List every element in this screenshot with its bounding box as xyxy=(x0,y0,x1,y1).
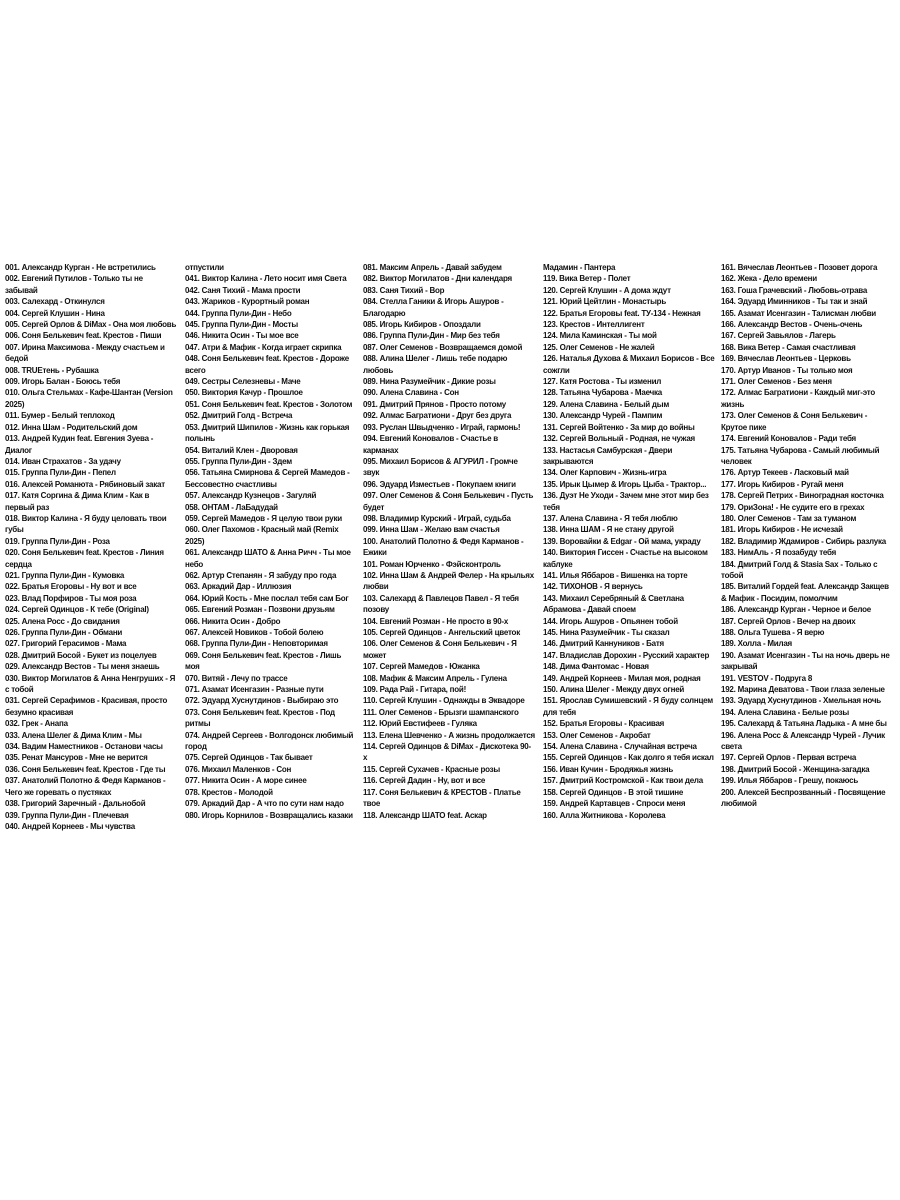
track-entry: 135. Ирык Цымер & Игорь Цыба - Трактор... xyxy=(543,478,707,489)
track-entry: 151. Ярослав Сумишевский - Я буду солнцем для тебя xyxy=(543,695,713,717)
track-entry: 181. Игорь Кибиров - Не исчезай xyxy=(721,524,843,535)
track-entry: 098. Владимир Курский - Играй, судьба xyxy=(363,512,511,523)
track-entry: 087. Олег Семенов - Возвращаемся домой xyxy=(363,341,523,352)
track-entry: 005. Сергей Орлов & DiMax - Она моя любовь xyxy=(5,319,177,330)
tracklist-column-4 xyxy=(543,262,715,934)
track-entry: 021. Группа Пули-Дин - Кумовка xyxy=(5,569,125,580)
track-entry: 057. Александр Кузнецов - Загуляй xyxy=(185,490,317,501)
track-entry: 179. ОриЗона! - Не судите его в грехах xyxy=(721,501,865,512)
track-entry: 097. Олег Семенов & Соня Белькевич - Пусть будет xyxy=(363,490,534,512)
track-entry: 001. Александр Курган - Не встретились xyxy=(5,262,156,272)
track-entry: 017. Катя Соргина & Дима Клим - Как в первый раз xyxy=(5,490,150,512)
track-entry: 187. Сергей Орлов - Вечер на двоих xyxy=(721,615,856,626)
track-entry: 141. Илья Яббаров - Вишенка на торте xyxy=(543,569,688,580)
track-entry: 107. Сергей Мамедов - Южанка xyxy=(363,661,480,672)
track-entry: 193. Эдуард Хуснутдинов - Хмельная ночь xyxy=(721,695,881,706)
track-entry: 169. Вячеслав Леонтьев - Церковь xyxy=(721,353,851,364)
track-entry: 031. Сергей Серафимов - Красивая, просто безумно красивая xyxy=(5,695,168,717)
track-entry: 138. Инна ШАМ - Я не стану другой xyxy=(543,524,674,535)
track-entry: 189. Холла - Милая xyxy=(721,638,792,649)
track-entry: 074. Андрей Сергеев - Волгодонск любимый город xyxy=(185,729,354,752)
track-entry: 095. Михаил Борисов & АГУРИЛ - Громче звук xyxy=(363,455,518,478)
track-entry: 160. Алла Житникова - Королева xyxy=(543,809,666,820)
track-entry: 043. Жариков - Курортный роман xyxy=(185,296,310,307)
track-entry: 045. Группа Пули-Дин - Мосты xyxy=(185,319,298,330)
track-entry: 029. Александр Вестов - Ты меня знаешь xyxy=(5,661,160,672)
track-entry: 062. Артур Степанян - Я забуду про года xyxy=(185,569,337,580)
track-entry: 171. Олег Семенов - Без меня xyxy=(721,376,832,387)
track-entry: 060. Олег Пахомов - Красный май (Remix 2025) xyxy=(185,524,339,546)
track-entry: 040. Андрей Корнеев - Мы чувства xyxy=(5,820,135,831)
track-entry: 122. Братья Егоровы feat. ТУ-134 - Нежная xyxy=(543,307,701,318)
track-entry: 113. Елена Шевченко - А жизнь продолжается xyxy=(363,729,535,740)
track-entry: 139. Воровайки & Edgar - Ой мама, украду xyxy=(543,535,701,546)
track-entry: 081. Максим Апрель - Давай забудем xyxy=(363,262,502,272)
track-entry: 023. Влад Порфиров - Ты моя роза xyxy=(5,592,137,603)
track-entry: 199. Илья Яббаров - Грешу, покаюсь xyxy=(721,775,859,786)
track-entry: 012. Инна Шам - Родительский дом xyxy=(5,421,138,432)
track-entry: 182. Владимир Ждамиров - Сибирь разлука xyxy=(721,535,886,546)
track-entry: 196. Алена Росс & Александр Чурей - Лучик света xyxy=(721,729,885,752)
track-entry: 064. Юрий Кость - Мне послал тебя сам Бог xyxy=(185,592,349,603)
track-entry: 086. Группа Пули-Дин - Мир без тебя xyxy=(363,330,500,341)
track-entry: 185. Виталий Гордей feat. Александр Закщев & Мафик - Посидим, помолчим xyxy=(721,581,889,603)
track-entry: 163. Гоша Грачевский - Любовь-отрава xyxy=(721,284,868,295)
track-entry: 047. Атри & Мафик - Когда играет скрипка xyxy=(185,341,342,352)
tracklist-column-5 xyxy=(721,262,893,934)
track-entry: 100. Анатолий Полотно & Федя Карманов - Ежики xyxy=(363,535,524,558)
track-entry: 050. Виктория Качур - Прошлое xyxy=(185,387,303,398)
track-entry: 130. Александр Чурей - Пампим xyxy=(543,410,663,421)
track-entry: 084. Стелла Ганики & Игорь Ашуров - Благодарю xyxy=(363,296,504,318)
track-entry: 161. Вячеслав Леонтьев - Позовет дорога xyxy=(721,262,878,272)
track-entry: 117. Соня Белькевич & КРЕСТОВ - Платье твое xyxy=(363,786,521,809)
track-entry: 094. Евгений Коновалов - Счастье в карманах xyxy=(363,433,498,455)
track-entry: 013. Андрей Кудин feat. Евгения Зуева - Диалог xyxy=(5,433,154,455)
track-entry: 011. Бумер - Белый теплоход xyxy=(5,410,115,421)
track-entry: 172. Алмас Багратиони - Каждый миг-это жизнь xyxy=(721,387,876,409)
track-entry: 159. Андрей Картавцев - Спроси меня xyxy=(543,798,686,809)
track-entry: 132. Сергей Вольный - Родная, не чужая xyxy=(543,433,695,444)
track-entry: 006. Соня Белькевич feat. Крестов - Пиши xyxy=(5,330,162,341)
track-entry: 167. Сергей Завьялов - Лагерь xyxy=(721,330,836,341)
track-entry: 034. Вадим Наместников - Останови часы xyxy=(5,741,163,752)
track-entry: Мадамин - Пантера xyxy=(543,262,616,272)
track-entry: 072. Эдуард Хуснутдинов - Выбираю это xyxy=(185,695,339,706)
track-entry: 082. Виктор Могилатов - Дни календаря xyxy=(363,273,512,284)
tracklist-column-3 xyxy=(363,262,535,934)
track-entry: 007. Ирина Максимова - Между счастьем и бедой xyxy=(5,341,165,364)
track-entry: 063. Аркадий Дар - Иллюзия xyxy=(185,581,292,592)
track-entry: 049. Сестры Селезневы - Маче xyxy=(185,376,301,387)
track-entry: 030. Виктор Могилатов & Анна Ненгруших - Я с тобой xyxy=(5,672,176,695)
track-entry: 175. Татьяна Чубарова - Самый любимый человек xyxy=(721,444,880,466)
track-entry: 008. TRUEтень - Рубашка xyxy=(5,364,99,375)
track-entry: 059. Сергей Мамедов - Я целую твои руки xyxy=(185,512,342,523)
track-entry: 115. Сергей Сухачев - Красные розы xyxy=(363,763,500,774)
track-entry: 076. Михаил Маленков - Сон xyxy=(185,763,292,774)
track-entry: 164. Эдуард Иминников - Ты так и знай xyxy=(721,296,868,307)
track-entry: 173. Олег Семенов & Соня Белькевич - Крутое пике xyxy=(721,410,868,432)
track-entry: 190. Азамат Исенгазин - Ты на ночь дверь не закрывай xyxy=(721,649,890,672)
track-entry: 112. Юрий Евстифеев - Гуляка xyxy=(363,718,477,729)
track-entry: 111. Олег Семенов - Брызги шампанского xyxy=(363,706,519,717)
track-entry: 046. Никита Осин - Ты мое все xyxy=(185,330,299,341)
track-entry: 065. Евгений Розман - Позвони друзьям xyxy=(185,604,335,615)
track-entry: 191. VESTOV - Подруга 8 xyxy=(721,672,813,683)
track-entry: 056. Татьяна Смирнова & Сергей Мамедов - Бессовестно счастливы xyxy=(185,467,350,489)
track-entry: 058. ОНТАМ - ЛаБадудай xyxy=(185,501,278,512)
track-entry: 128. Татьяна Чубарова - Маечка xyxy=(543,387,663,398)
track-entry: 026. Группа Пули-Дин - Обмани xyxy=(5,627,123,637)
track-entry: 044. Группа Пули-Дин - Небо xyxy=(185,307,292,318)
track-entry: 108. Мафик & Максим Апрель - Гулена xyxy=(363,672,507,683)
track-entry: 186. Александр Курган - Черное и белое xyxy=(721,604,871,615)
track-entry: 114. Сергей Одинцов & DiMax - Дискотека 90-х xyxy=(363,741,531,763)
track-entry: 022. Братья Егоровы - Ну вот и все xyxy=(5,581,137,592)
track-entry: 143. Михаил Серебряный & Светлана Абрамова - Давай споем xyxy=(543,592,684,615)
track-entry: 054. Виталий Клен - Дворовая xyxy=(185,444,298,455)
track-entry: 166. Александр Вестов - Очень-очень xyxy=(721,319,863,330)
track-entry: 119. Вика Ветер - Полет xyxy=(543,273,631,284)
track-entry: 126. Наталья Духова & Михаил Борисов - Все сожгли xyxy=(543,353,715,375)
track-entry: 033. Алена Шелег & Дима Клим - Мы xyxy=(5,729,142,740)
track-entry: 129. Алена Славина - Белый дым xyxy=(543,398,670,409)
track-entry: 071. Азамат Исенгазин - Разные пути xyxy=(185,684,324,695)
track-entry: 052. Дмитрий Голд - Встреча xyxy=(185,410,293,421)
track-entry: 053. Дмитрий Шипилов - Жизнь как горькая полынь xyxy=(185,421,350,444)
track-entry: 092. Алмас Багратиони - Друг без друга xyxy=(363,410,512,421)
track-entry: 168. Вика Ветер - Самая счастливая xyxy=(721,341,856,352)
track-entry: 004. Сергей Клушин - Нина xyxy=(5,307,105,318)
tracklist-sheet xyxy=(5,262,898,934)
track-entry: 192. Марина Деватова - Твои глаза зеленые xyxy=(721,684,885,695)
track-entry: 156. Иван Кучин - Бродяжья жизнь xyxy=(543,763,674,774)
track-entry: 055. Группа Пули-Дин - Здем xyxy=(185,455,292,466)
track-entry: 109. Рада Рай - Гитара, пой! xyxy=(363,684,467,695)
track-entry: 010. Ольга Стельмах - Кафе-Шантан (Version 2025) xyxy=(5,387,173,409)
track-entry: 068. Группа Пули-Дин - Неповторимая xyxy=(185,638,328,649)
track-entry: 144. Игорь Ашуров - Опьянен тобой xyxy=(543,615,678,626)
track-entry: 090. Алена Славина - Сон xyxy=(363,387,459,398)
track-entry: 003. Салехард - Откинулся xyxy=(5,296,105,307)
track-entry: 032. Грек - Анапа xyxy=(5,718,68,729)
track-entry: 142. ТИХОНОВ - Я вернусь xyxy=(543,581,643,592)
track-entry: 103. Салехард & Павлецов Павел - Я тебя позову xyxy=(363,592,519,615)
track-entry: 096. Эдуард Изместьев - Покупаем книги xyxy=(363,478,516,489)
track-entry: 061. Александр ШАТО & Анна Ричч - Ты мое небо xyxy=(185,547,351,569)
track-entry: 015. Группа Пули-Дин - Пепел xyxy=(5,467,116,478)
track-entry: 165. Азамат Исенгазин - Талисман любви xyxy=(721,307,876,318)
track-entry: 118. Александр ШАТО feat. Аскар xyxy=(363,809,487,820)
track-entry: 188. Ольга Тушева - Я верю xyxy=(721,627,825,637)
track-entry: 155. Сергей Одинцов - Как долго я тебя искал xyxy=(543,752,714,763)
track-entry: 014. Иван Страхатов - За удачу xyxy=(5,455,121,466)
track-entry: 195. Салехард & Татьяна Ладыка - А мне бы xyxy=(721,718,887,729)
track-entry: 027. Григорий Герасимов - Мама xyxy=(5,638,127,649)
track-entry: 035. Ренат Мансуров - Мне не верится xyxy=(5,752,148,763)
track-entry: 136. Дуэт Не Уходи - Зачем мне этот мир без тебя xyxy=(543,490,709,512)
track-entry: 194. Алена Славина - Белые розы xyxy=(721,706,849,717)
track-entry: 088. Алина Шелег - Лишь тебе подарю любовь xyxy=(363,353,508,375)
track-entry: 184. Дмитрий Голд & Stasia Sax - Только с тобой xyxy=(721,558,878,580)
track-entry: 127. Катя Ростова - Ты изменил xyxy=(543,376,662,387)
track-entry: 124. Мила Каминская - Ты мой xyxy=(543,330,657,341)
track-entry: 147. Владислав Дорохин - Русский характер xyxy=(543,649,710,660)
track-entry: 131. Сергей Войтенко - За мир до войны xyxy=(543,421,695,432)
track-entry: отпустили xyxy=(185,262,224,272)
track-entry: 080. Игорь Корнилов - Возвращались казаки xyxy=(185,809,353,820)
track-entry: 137. Алена Славина - Я тебя люблю xyxy=(543,512,678,523)
track-entry: 078. Крестов - Молодой xyxy=(185,786,273,797)
track-entry: 110. Сергей Клушин - Однажды в Эквадоре xyxy=(363,695,525,706)
track-entry: 041. Виктор Калина - Лето носит имя Света xyxy=(185,273,347,284)
track-entry: 083. Саня Тихий - Вор xyxy=(363,284,445,295)
track-entry: 016. Алексей Романюта - Рябиновый закат xyxy=(5,478,165,489)
tracklist-column-1 xyxy=(5,262,177,934)
track-entry: 069. Соня Белькевич feat. Крестов - Лишь моя xyxy=(185,649,342,672)
track-entry: 149. Андрей Корнеев - Милая моя, родная xyxy=(543,672,701,683)
track-entry: 002. Евгений Путилов - Только ты не забывай xyxy=(5,273,143,295)
track-entry: 178. Сергей Петрих - Виноградная косточка xyxy=(721,490,884,501)
track-entry: 157. Дмитрий Костромской - Как твои дела xyxy=(543,775,703,786)
track-entry: 146. Дмитрий Каннуников - Батя xyxy=(543,638,664,649)
track-entry: 125. Олег Семенов - Не жалей xyxy=(543,341,655,352)
track-entry: 038. Григорий Заречный - Дальнобой xyxy=(5,798,146,809)
track-entry: 073. Соня Белькевич feat. Крестов - Под ритмы xyxy=(185,706,335,729)
track-entry: 177. Игорь Кибиров - Ругай меня xyxy=(721,478,844,489)
track-entry: 099. Инна Шам - Желаю вам счастья xyxy=(363,524,500,535)
track-entry: 176. Артур Текеев - Ласковый май xyxy=(721,467,849,478)
track-entry: 091. Дмитрий Прянов - Просто потому xyxy=(363,398,507,409)
track-entry: 077. Никита Осин - А море синее xyxy=(185,775,307,786)
track-entry: 150. Алина Шелег - Между двух огней xyxy=(543,684,685,695)
track-entry: 024. Сергей Одинцов - К тебе (Original) xyxy=(5,604,149,615)
track-entry: 089. Нина Разумейчик - Дикие розы xyxy=(363,376,496,387)
track-entry: 075. Сергей Одинцов - Так бывает xyxy=(185,752,313,763)
track-entry: 051. Соня Белькевич feat. Крестов - Золотом xyxy=(185,398,353,409)
track-entry: 134. Олег Карпович - Жизнь-игра xyxy=(543,467,667,478)
track-entry: 102. Инна Шам & Андрей Фелер - На крыльях любви xyxy=(363,569,534,592)
track-entry: 025. Алена Росс - До свидания xyxy=(5,615,120,626)
track-entry: 048. Соня Белькевич feat. Крестов - Дороже всего xyxy=(185,353,349,375)
track-entry: 174. Евгений Коновалов - Ради тебя xyxy=(721,433,856,444)
track-entry: 019. Группа Пули-Дин - Роза xyxy=(5,535,110,546)
track-entry: 093. Руслан Швыдченко - Играй, гармонь! xyxy=(363,421,521,432)
track-entry: 039. Группа Пули-Дин - Плечевая xyxy=(5,809,129,820)
track-entry: 198. Дмитрий Босой - Женщина-загадка xyxy=(721,763,870,774)
track-entry: 009. Игорь Балан - Боюсь тебя xyxy=(5,376,121,387)
track-entry: 067. Алексей Новиков - Тобой болею xyxy=(185,627,324,637)
track-entry: 140. Виктория Гиссен - Счастье на высоком каблуке xyxy=(543,547,708,569)
track-entry: 028. Дмитрий Босой - Букет из поцелуев xyxy=(5,649,157,660)
track-entry: 106. Олег Семенов & Соня Белькевич - Я может xyxy=(363,638,517,660)
track-entry: 148. Дима Фантомас - Новая xyxy=(543,661,649,672)
track-entry: 105. Сергей Одинцов - Ангельский цветок xyxy=(363,627,520,637)
track-entry: 120. Сергей Клушин - А дома ждут xyxy=(543,284,671,295)
track-entry: 037. Анатолий Полотно & Федя Карманов - Чего же горевать о пустяках xyxy=(5,775,166,797)
track-entry: 170. Артур Иванов - Ты только моя xyxy=(721,364,853,375)
track-entry: 116. Сергей Дадин - Ну, вот и все xyxy=(363,775,486,786)
track-entry: 085. Игорь Кибиров - Опоздали xyxy=(363,319,481,330)
track-entry: 036. Соня Белькевич feat. Крестов - Где ты xyxy=(5,763,166,774)
track-entry: 197. Сергей Орлов - Первая встреча xyxy=(721,752,857,763)
track-entry: 154. Алена Славина - Случайная встреча xyxy=(543,741,697,752)
track-entry: 145. Нина Разумейчик - Ты сказал xyxy=(543,627,670,637)
track-entry: 180. Олег Семенов - Там за туманом xyxy=(721,512,857,523)
track-entry: 070. Витяй - Лечу по трассе xyxy=(185,672,288,683)
track-entry: 133. Настасья Самбурская - Двери закрываются xyxy=(543,444,673,466)
track-entry: 101. Роман Юрченко - Фэйсконтроль xyxy=(363,558,501,569)
track-entry: 042. Саня Тихий - Мама прости xyxy=(185,284,301,295)
track-entry: 104. Евгений Розман - Не просто в 90-х xyxy=(363,615,509,626)
tracklist-column-2 xyxy=(185,262,357,934)
track-entry: 158. Сергей Одинцов - В этой тишине xyxy=(543,786,684,797)
track-entry: 123. Крестов - Интеллигент xyxy=(543,319,645,330)
track-entry: 121. Юрий Цейтлин - Монастырь xyxy=(543,296,667,307)
track-entry: 183. НимАль - Я позабуду тебя xyxy=(721,547,837,558)
track-entry: 200. Алексей Беспрозванный - Посвящение любимой xyxy=(721,786,886,809)
track-entry: 079. Аркадий Дар - А что по сути нам надо xyxy=(185,798,344,809)
track-entry: 153. Олег Семенов - Акробат xyxy=(543,729,651,740)
track-entry: 152. Братья Егоровы - Красивая xyxy=(543,718,665,729)
track-entry: 162. Жека - Дело времени xyxy=(721,273,817,284)
track-entry: 018. Виктор Калина - Я буду целовать твои губы xyxy=(5,512,167,535)
track-entry: 020. Соня Белькевич feat. Крестов - Линия сердца xyxy=(5,547,164,569)
track-entry: 066. Никита Осин - Добро xyxy=(185,615,281,626)
